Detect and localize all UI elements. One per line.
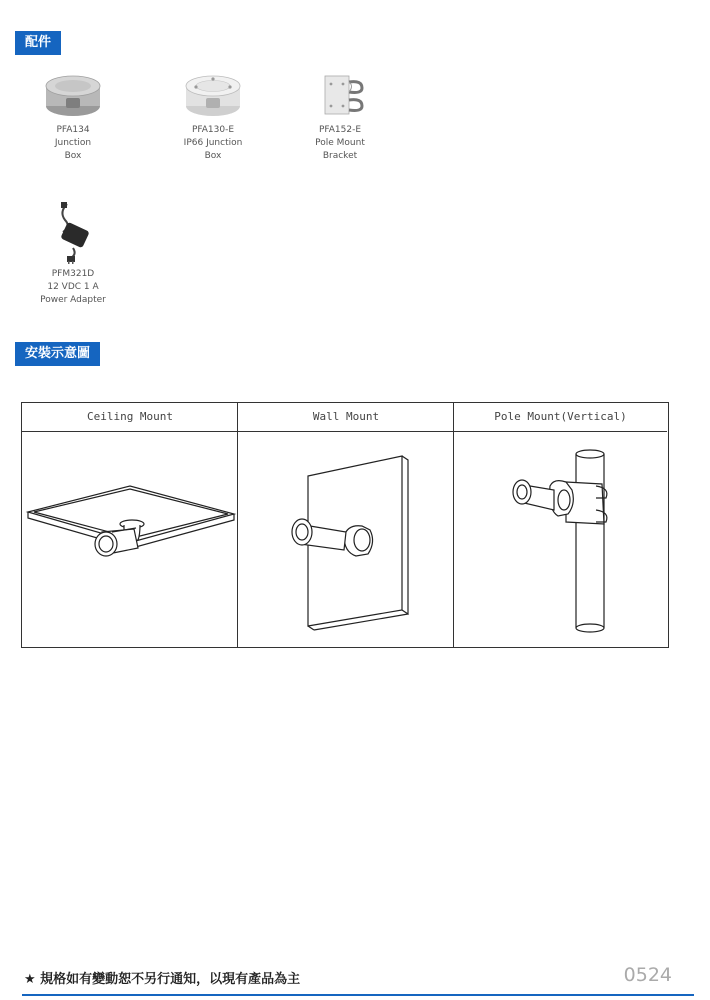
accessory-model: PFA134: [56, 125, 90, 135]
accessory-desc-line: Box: [204, 151, 222, 161]
accessory-desc-line: Box: [64, 151, 82, 161]
mounting-diagram-table: [21, 402, 669, 648]
accessory-desc-line: Junction: [54, 138, 92, 148]
column-header-ceiling-mount: Ceiling Mount: [22, 403, 238, 432]
column-header-wall-mount: Wall Mount: [238, 403, 454, 432]
accessory-desc-line: IP66 Junction: [183, 138, 243, 148]
accessory-desc-line: Pole Mount: [315, 138, 365, 148]
power-adapter-image: [43, 200, 103, 264]
accessory-desc-line: Power Adapter: [40, 295, 106, 305]
accessory-pfm321d: [18, 200, 128, 307]
accessory-desc-line: Bracket: [322, 151, 358, 161]
accessory-model: PFA130-E: [191, 125, 235, 135]
accessory-pfa152-e: [285, 72, 395, 163]
pole-mount-illustration: [454, 432, 667, 647]
ip66-junction-box-image: [183, 72, 243, 120]
accessory-pfa134: [18, 72, 128, 163]
accessory-pfa130-e: [158, 72, 268, 163]
column-header-pole-mount: Pole Mount(Vertical): [454, 403, 667, 432]
footer-document-code: 0524: [623, 964, 672, 986]
accessory-desc-line: 12 VDC 1 A: [47, 282, 99, 292]
junction-box-image: [43, 72, 103, 120]
installation-section-title: 安裝示意圖: [15, 342, 100, 366]
pole-mount-bracket-image: [310, 72, 370, 120]
accessories-section-title: 配件: [15, 31, 61, 55]
accessory-model: PFA152-E: [318, 125, 362, 135]
wall-mount-illustration: [238, 432, 453, 647]
accessory-model: PFM321D: [51, 269, 95, 279]
footer-disclaimer: ★ 規格如有變動恕不另行通知，以現有產品為主: [24, 972, 301, 987]
ceiling-mount-illustration: [22, 432, 237, 647]
footer-rule: [22, 994, 694, 996]
